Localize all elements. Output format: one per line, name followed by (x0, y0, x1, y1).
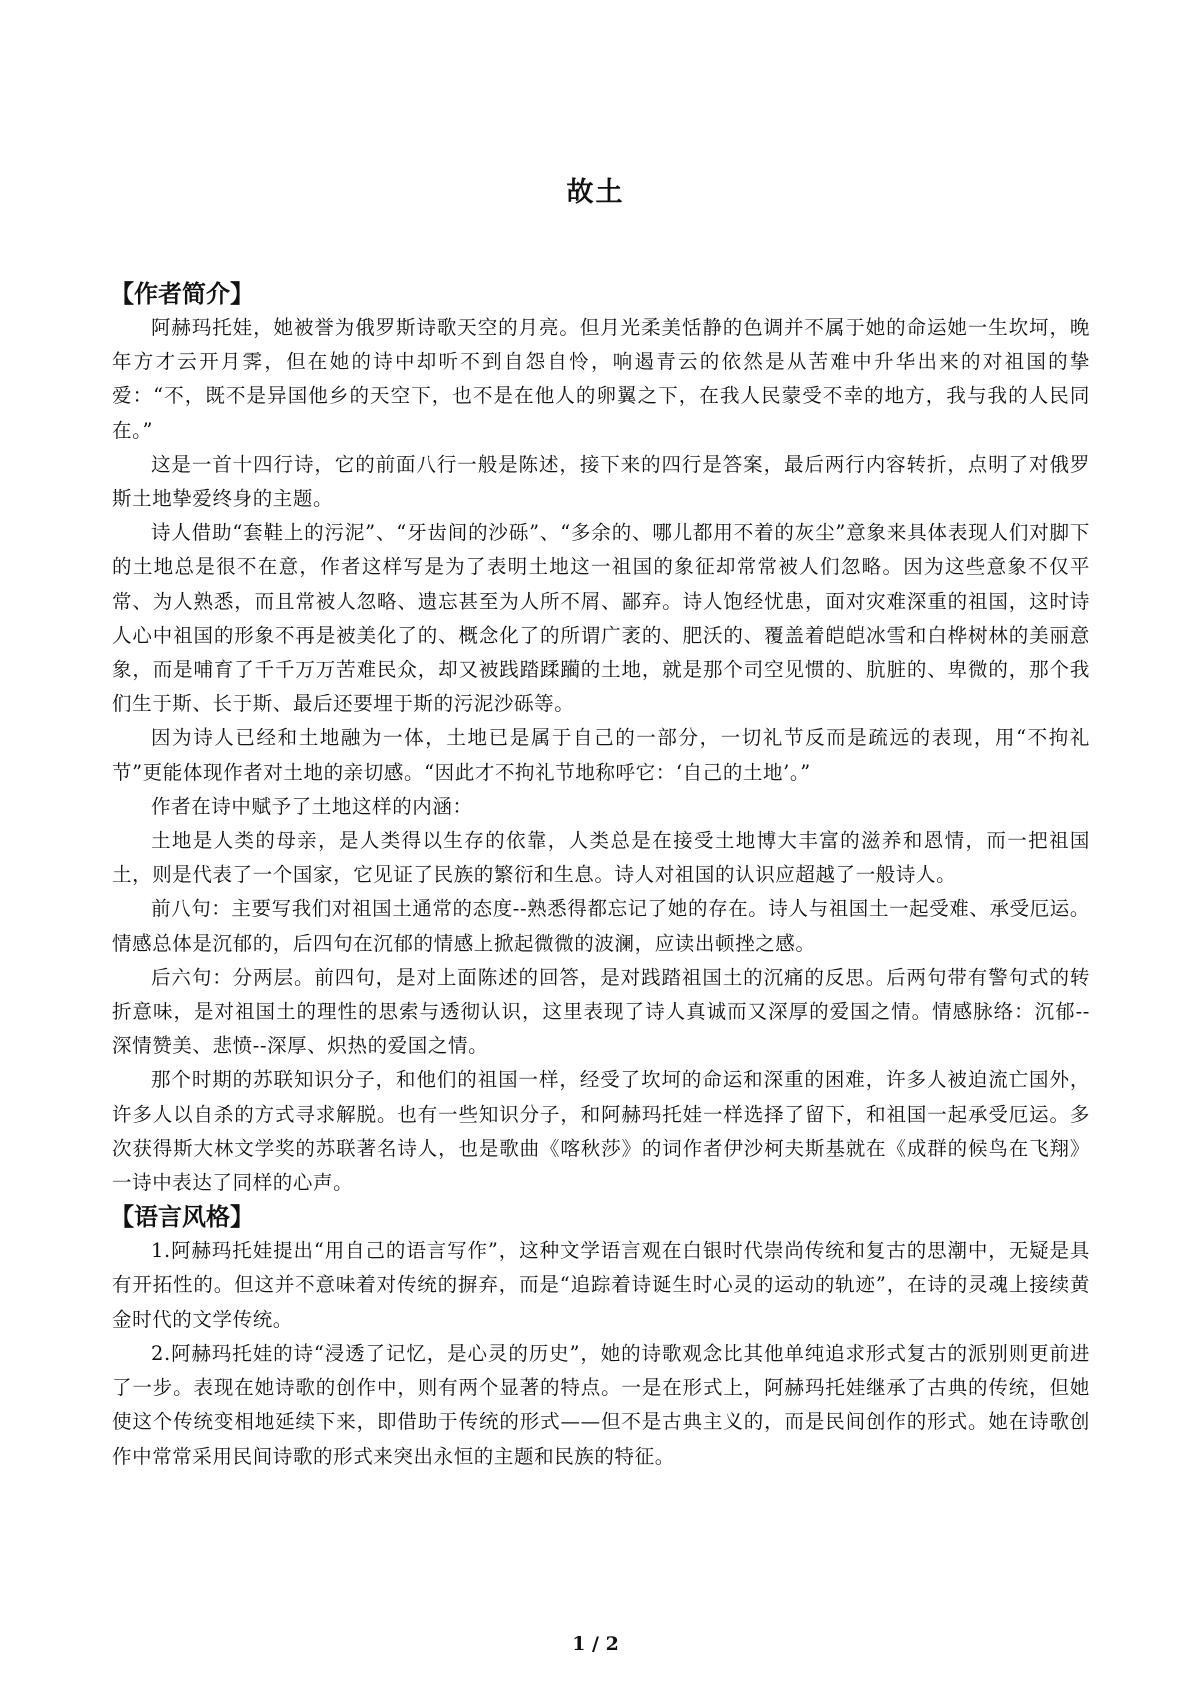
paragraph: 后六句：分两层。前四句，是对上面陈述的回答，是对践踏祖国土的沉痛的反思。后两句带有警句式的转折意味，是对祖国土的理性的思索与透彻认识，这里表现了诗人真诚而又深厚的爱国之情。情感脉络：沉郁--深情赞美、悲愤--深厚、炽热的爱国之情。 (112, 965, 1090, 1058)
paragraph: 1.阿赫玛托娃提出“用自己的语言写作”，这种文学语言观在白银时代崇尚传统和复古的思潮中，无疑是具有开拓性的。但这并不意味着对传统的摒弃，而是“追踪着诗诞生时心灵的运动的轨迹”，在诗的灵魂上接续黄金时代的文学传统。 (112, 1239, 1090, 1331)
paragraph: 前八句：主要写我们对祖国土通常的态度--熟悉得都忘记了她的存在。诗人与祖国土一起受难、承受厄运。情感总体是沉郁的，后四句在沉郁的情感上掀起微微的波澜，应读出顿挫之感。 (112, 897, 1090, 955)
document-body (112, 277, 1090, 1474)
paragraph: 阿赫玛托娃，她被誉为俄罗斯诗歌天空的月亮。但月光柔美恬静的色调并不属于她的命运她一生坎坷，晚年方才云开月霁，但在她的诗中却听不到自怨自怜，响遏青云的依然是从苦难中升华出来的对祖国的挚爱：“不，既不是异国他乡的天空下，也不是在他人的卵翼之下，在我人民蒙受不幸的地方，我与我的人民同在。” (112, 316, 1090, 442)
paragraph: 2.阿赫玛托娃的诗“浸透了记忆，是心灵的历史”，她的诗歌观念比其他单纯追求形式复古的派别则更前进了一步。表现在她诗歌的创作中，则有两个显著的特点。一是在形式上，阿赫玛托娃继承了古典的传统，但她使这个传统变相地延续下来，即借助于传统的形式——但不是古典主义的，而是民间创作的形式。她在诗歌创作中常常采用民间诗歌的形式来突出永恒的主题和民族的特征。 (112, 1341, 1090, 1468)
paragraph: 诗人借助“套鞋上的污泥”、“牙齿间的沙砾”、“多余的、哪儿都用不着的灰尘”意象来具体表现人们对脚下的土地总是很不在意，作者这样写是为了表明土地这一祖国的象征却常常被人们忽略。因为这些意象不仅平常、为人熟悉，而且常被人忽略、遗忘甚至为人所不屑、鄙弃。诗人饱经忧患，面对灾难深重的祖国，这时诗人心中祖国的形象不再是被美化了的、概念化了的所谓广袤的、肥沃的、覆盖着皑皑冰雪和白桦树林的美丽意象，而是哺育了千千万万苦难民众，却又被践踏蹂躏的土地，就是那个司空见惯的、肮脏的、卑微的，那个我们生于斯、长于斯、最后还要埋于斯的污泥沙砾等。 (112, 521, 1090, 716)
section-heading-author: 【作者简介】 (110, 280, 254, 308)
paragraph: 因为诗人已经和土地融为一体，土地已是属于自己的一部分，一切礼节反而是疏远的表现，用“不拘礼节”更能体现作者对土地的亲切感。“因此才不拘礼节地称呼它：‘自己的土地’。” (112, 726, 1090, 784)
paragraph: 土地是人类的母亲，是人类得以生存的依靠，人类总是在接受土地博大丰富的滋养和恩情，而一把祖国土，则是代表了一个国家，它见证了民族的繁衍和生息。诗人对祖国的认识应超越了一般诗人。 (112, 829, 1090, 887)
paragraph: 作者在诗中赋予了土地这样的内涵： (151, 794, 473, 818)
section-heading-style: 【语言风格】 (110, 1203, 254, 1232)
paragraph: 那个时期的苏联知识分子，和他们的祖国一样，经受了坎坷的命运和深重的困难，许多人被迫流亡国外，许多人以自杀的方式寻求解脱。也有一些知识分子，和阿赫玛托娃一样选择了留下，和祖国一起承受厄运。多次获得斯大林文学奖的苏联著名诗人，也是歌曲《喀秋莎》的词作者伊沙柯夫斯基就在《成群的候鸟在飞翔》一诗中表达了同样的心声。 (112, 1068, 1090, 1195)
page-title: 故土 (566, 177, 625, 208)
paragraph: 这是一首十四行诗，它的前面八行一般是陈述，接下来的四行是答案，最后两行内容转折，点明了对俄罗斯土地挚爱终身的主题。 (112, 452, 1090, 511)
page-number: 1 / 2 (572, 1633, 619, 1655)
